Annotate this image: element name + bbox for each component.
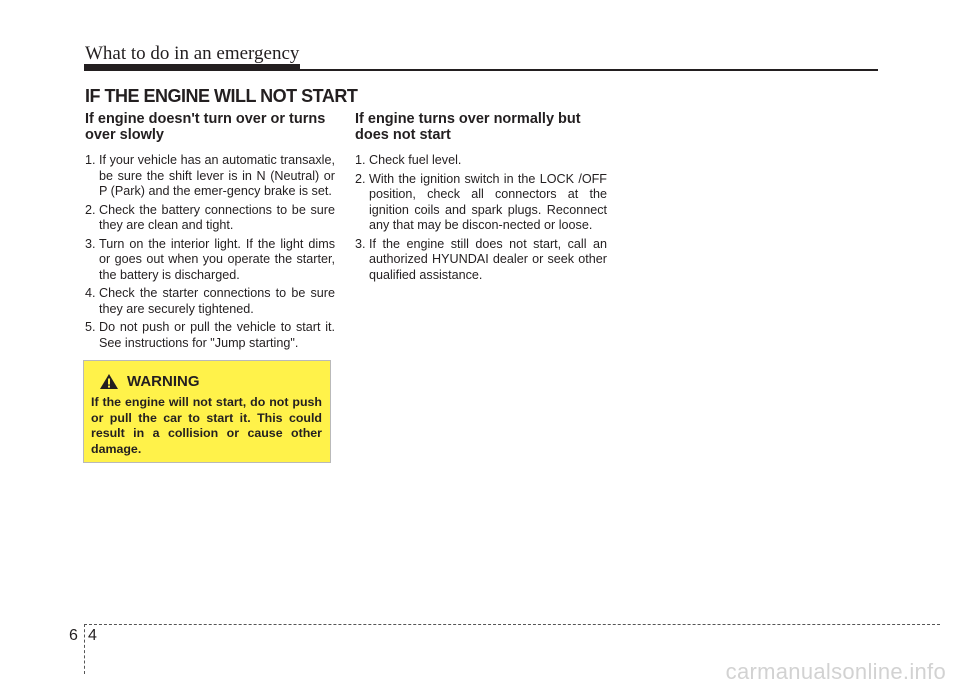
step-number: 3. (85, 236, 96, 251)
warning-triangle-icon (99, 373, 119, 390)
list-item (355, 153, 607, 169)
right-steps-list (355, 153, 607, 283)
step-number: 2. (355, 171, 366, 186)
list-item (85, 286, 335, 317)
footer-rule (84, 624, 940, 625)
warning-title: WARNING (127, 372, 200, 390)
step-text: If your vehicle has an automatic transaxle, be sure the shift lever is in N (Neutral) or P (Park) and the emer-gency brake is set. (99, 153, 335, 198)
warning-text: If the engine will not start, do not push or pull the car to start it. This could result in a collision or cause other damage. (91, 395, 322, 456)
left-heading: If engine doesn't turn over or turns over slowly (85, 111, 326, 143)
list-item (85, 237, 335, 284)
list-item (85, 203, 335, 234)
watermark: carmanualsonline.info (725, 659, 946, 684)
chapter-number: 6 (69, 627, 78, 644)
step-text: Check the starter connections to be sure they are securely tightened. (99, 286, 335, 316)
list-item (355, 172, 607, 234)
step-number: 5. (85, 320, 96, 334)
warning-header (99, 371, 322, 391)
step-number: 3. (355, 236, 366, 251)
step-text: Do not push or pull the vehicle to start it. See instructions for "Jump starting". (99, 320, 335, 350)
step-text: Turn on the interior light. If the light dims or goes out when you operate the starter, the battery is discharged. (99, 236, 335, 282)
step-number: 2. (85, 202, 96, 217)
step-text: Check fuel level. (369, 153, 462, 167)
right-column (355, 111, 607, 286)
list-item (85, 320, 335, 351)
section-title: IF THE ENGINE WILL NOT START (85, 86, 358, 106)
step-number: 1. (85, 153, 96, 167)
page-number: 4 (88, 627, 97, 644)
left-column (85, 111, 335, 354)
step-text: With the ignition switch in the LOCK /OFF position, check all connectors at the ignition coils and spark plugs. Reconnect any that may be discon-nected or loose. (369, 171, 607, 232)
footer-vertical-rule (84, 624, 85, 674)
step-text: If the engine still does not start, call an authorized HYUNDAI dealer or seek other qualified assistance. (369, 236, 607, 282)
left-steps-list (85, 153, 335, 351)
header-rule (84, 69, 878, 71)
right-heading: If engine turns over normally but does not start (355, 111, 581, 143)
header-title: What to do in an emergency (85, 43, 300, 64)
step-text: Check the battery connections to be sure they are clean and tight. (99, 202, 335, 232)
list-item (355, 237, 607, 284)
step-number: 4. (85, 286, 96, 300)
step-number: 1. (355, 153, 366, 167)
list-item (85, 153, 335, 200)
warning-box (83, 360, 331, 463)
